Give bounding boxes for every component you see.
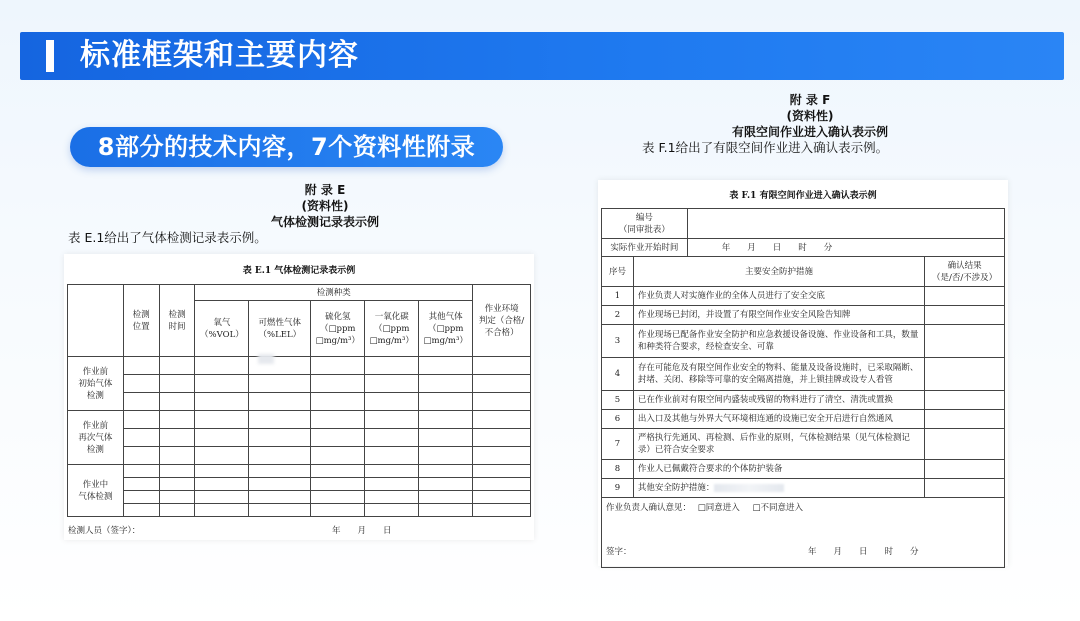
table-row [68, 357, 531, 375]
gas-detection-document [64, 254, 534, 540]
other-measures-label: 其他安全防护措施： [637, 483, 715, 493]
item-confirm [925, 391, 1005, 410]
appendix-e-title: 附 录 E [304, 183, 346, 197]
item-measure: 作业现场已配备作业安全防护和应急救援设备设施、作业设备和工具，数量和种类符合要求，经检查安全、可靠 [633, 325, 924, 358]
item-measure: 存在可能危及有限空间作业安全的物料、能量及设备设施时，已采取隔断、封堵、关闭、移除等可靠的安全隔离措施，并上锁挂牌或设专人看管 [633, 358, 924, 391]
table-row [68, 393, 531, 411]
table-row [602, 391, 1005, 410]
disagree-entry-checkbox[interactable]: □不同意进入 [752, 503, 804, 513]
detector-signature-label: 检测人员（签字）： [68, 526, 141, 536]
item-number: 8 [602, 460, 634, 479]
item-number: 4 [602, 358, 634, 391]
header-oxygen: 氧气 （%VOL） [195, 301, 249, 357]
redaction-mark [258, 354, 274, 364]
table-row [68, 491, 531, 504]
header-confirm: 确认结果 （是/否/不涉及） [925, 257, 1005, 287]
header-hydrogen-sulfide: 硫化氢 （□ppm □mg/m³） [311, 301, 365, 357]
header-time: 检测 时间 [159, 285, 195, 357]
table-row [68, 447, 531, 465]
item-number: 5 [602, 391, 634, 410]
item-number: 1 [602, 287, 634, 306]
item-measure: 作业现场已封闭，并设置了有限空间作业安全风险告知牌 [633, 306, 924, 325]
banner-accent-bar [46, 40, 54, 72]
row-group-recheck: 作业前 再次气体 检测 [68, 411, 124, 465]
table-e1-caption: 表 E.1 气体检测记录表示例 [242, 266, 356, 276]
item-confirm [925, 306, 1005, 325]
start-time-value: 年 月 日 时 分 [687, 239, 1004, 257]
item-number: 3 [602, 325, 634, 358]
number-value [687, 209, 1004, 239]
table-row [602, 410, 1005, 429]
header-combustible-gas: 可燃性气体 （%LEL） [249, 301, 311, 357]
entry-confirmation-document [598, 180, 1008, 566]
header-measures: 主要安全防护措施 [633, 257, 924, 287]
header-location: 检测 位置 [123, 285, 159, 357]
item-number: 6 [602, 410, 634, 429]
table-row [602, 306, 1005, 325]
signature-label: 签字： [606, 547, 632, 557]
table-row [68, 504, 531, 517]
item-measure: 作业负责人对实施作业的全体人员进行了安全交底 [633, 287, 924, 306]
item-measure: 已在作业前对有限空间内盛装或残留的物料进行了清空、清洗或置换 [633, 391, 924, 410]
header-carbon-monoxide: 一氧化碳 （□ppm □mg/m³） [365, 301, 419, 357]
item-confirm [925, 460, 1005, 479]
redaction-mark [714, 484, 784, 492]
header-other-gas: 其他气体 （□ppm □mg/m³） [419, 301, 473, 357]
row-group-during: 作业中 气体检测 [68, 465, 124, 517]
summary-pill: 8部分的技术内容，7个资料性附录 [70, 127, 503, 167]
agree-entry-checkbox[interactable]: □同意进入 [697, 503, 740, 513]
appendix-f-heading [700, 92, 920, 140]
table-row [602, 429, 1005, 460]
header-seq: 序号 [602, 257, 634, 287]
appendix-f-type: (资料性) [786, 109, 834, 123]
table-row [602, 325, 1005, 358]
item-confirm [925, 325, 1005, 358]
table-row [68, 375, 531, 393]
item-measure: 严格执行先通风、再检测、后作业的原则，气体检测结果（见气体检测记录）已符合安全要求 [633, 429, 924, 460]
appendix-e-type: (资料性) [301, 199, 349, 213]
appendix-e-subtitle: 气体检测记录表示例 [270, 215, 379, 229]
appendix-e-description: 表 E.1给出了气体检测记录表示例。 [68, 230, 267, 245]
header-detection-type: 检测种类 [195, 285, 473, 301]
appendix-f-subtitle: 有限空间作业进入确认表示例 [731, 125, 888, 139]
table-row [602, 479, 1005, 498]
title-banner [20, 32, 1064, 80]
table-row [602, 358, 1005, 391]
number-label: 编号 （同审批表） [602, 209, 688, 239]
appendix-f-title: 附 录 F [789, 93, 831, 107]
item-number: 9 [602, 479, 634, 498]
item-measure [633, 479, 924, 498]
table-row [68, 429, 531, 447]
item-confirm [925, 287, 1005, 306]
item-confirm [925, 479, 1005, 498]
item-measure: 作业人已佩戴符合要求的个体防护装备 [633, 460, 924, 479]
table-row [68, 465, 531, 478]
item-number: 7 [602, 429, 634, 460]
row-group-initial: 作业前 初始气体 检测 [68, 357, 124, 411]
item-confirm [925, 410, 1005, 429]
page-title: 标准框架和主要内容 [80, 38, 359, 73]
appendix-e-heading [230, 182, 420, 230]
table-row [602, 460, 1005, 479]
signature-datetime: 年 月 日 时 分 [808, 547, 919, 557]
item-measure: 出入口及其他与外界大气环境相连通的设施已安全开启进行自然通风 [633, 410, 924, 429]
item-number: 2 [602, 306, 634, 325]
header-blank-cell [68, 285, 124, 357]
leader-opinion-label: 作业负责人确认意见： [606, 503, 692, 513]
detector-signature-date: 年 月 日 [332, 526, 392, 536]
start-time-label: 实际作业开始时间 [602, 239, 688, 257]
item-confirm [925, 358, 1005, 391]
table-f1-caption: 表 F.1 有限空间作业进入确认表示例 [729, 191, 877, 201]
item-confirm [925, 429, 1005, 460]
header-judgement: 作业环境 判定（合格/ 不合格） [473, 285, 531, 357]
gas-detection-table [67, 284, 531, 517]
table-row [68, 411, 531, 429]
opinion-signature-cell [602, 498, 1005, 568]
table-row [68, 478, 531, 491]
table-row [602, 287, 1005, 306]
entry-confirmation-table [601, 208, 1005, 568]
appendix-f-description: 表 F.1给出了有限空间作业进入确认表示例。 [642, 140, 889, 155]
